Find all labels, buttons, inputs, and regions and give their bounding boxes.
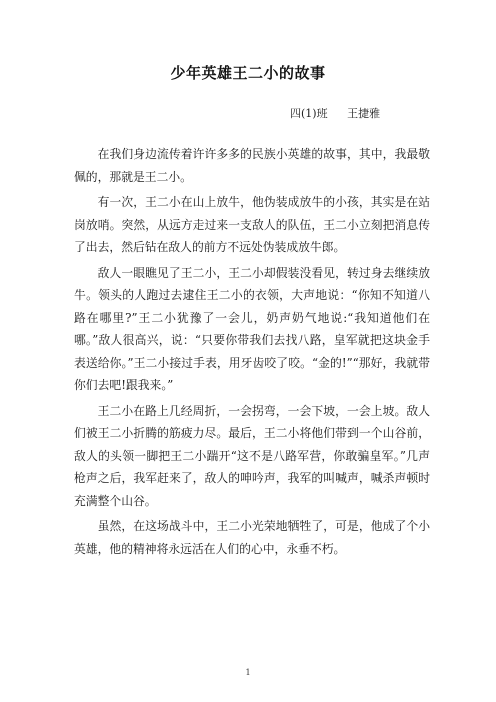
paragraph: 有一次，王二小在山上放牛，他伪装成放牛的小孩，其实是在站岗放哨。突然，从远方走过来一支敌人的队伍，王二小立刻把消息传了出去，然后钻在敌人的前方不远处伪装成放牛郎。 — [74, 195, 430, 254]
paragraph: 王二小在路上几经周折，一会拐弯，一会下坡，一会上坡。敌人们被王二小折腾的筋疲力尽。最后，王二小将他们带到一个山谷前，敌人的头领一脚把王二小踹开“这不是八路军营，你敢骗皇军。”几声枪声之后，我军赶来了，敌人的呻吟声，我军的叫喊声，喊杀声顿时充满整个山谷。 — [74, 403, 430, 508]
story-body — [74, 143, 430, 563]
paragraph: 在我们身边流传着许许多多的民族小英雄的故事，其中，我最敬佩的，那就是王二小。 — [74, 147, 430, 184]
author-name: 王捷雅 — [347, 107, 381, 120]
page-number: 1 — [245, 668, 251, 677]
author-byline — [290, 105, 380, 121]
paragraph: 敌人一眼瞧见了王二小，王二小却假装没看见，转过身去继续放牛。领头的人跑过去逮住王二小的衣领，大声地说：“你知不知道八路在哪里?”王二小犹豫了一会儿，奶声奶气地说:“我知道他们在哪。”敌人很高兴，说：“只要你带我们去找八路，皇军就把这块金手表送给你。”王二小接过手表，用牙齿咬了咬。“金的!”“那好，我就带你们去吧!跟我来。” — [74, 265, 430, 392]
paragraph: 虽然，在这场战斗中，王二小光荣地牺牲了，可是，他成了个小英雄，他的精神将永远活在人们的心中，永垂不朽。 — [74, 519, 430, 556]
author-class: 四(1)班 — [290, 107, 328, 120]
document-title: 少年英雄王二小的故事 — [170, 64, 326, 82]
